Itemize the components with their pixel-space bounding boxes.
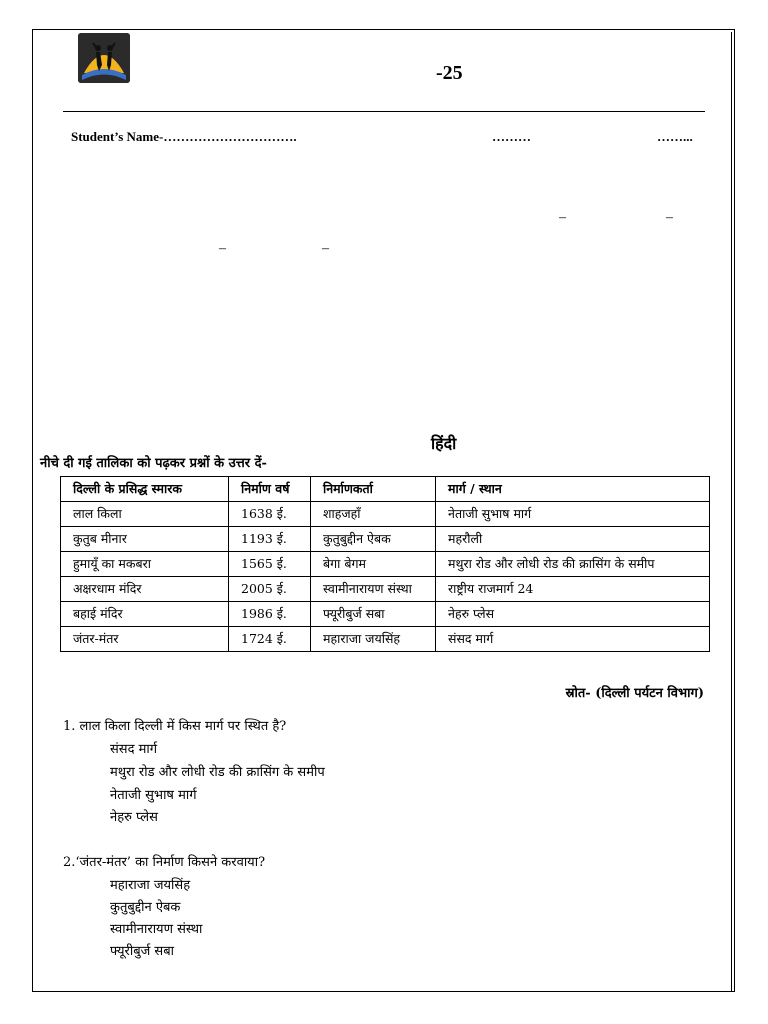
student-name-label: Student’s Name-…………………………. — [71, 129, 297, 144]
column-header: निर्माण वर्ष — [229, 477, 311, 502]
table-cell: जंतर-मंतर — [61, 627, 229, 652]
table-row — [61, 502, 710, 527]
table-cell: 1638 ई. — [229, 502, 311, 527]
header-divider — [63, 111, 705, 112]
table-cell: 1565 ई. — [229, 552, 311, 577]
question-1-option-2[interactable]: मथुरा रोड और लोधी रोड की क्रासिंग के समीप — [110, 765, 325, 780]
table-cell: लाल किला — [61, 502, 229, 527]
table-row — [61, 577, 710, 602]
table-cell: कुतुबुद्दीन ऐबक — [311, 527, 436, 552]
subject-title: हिंदी — [431, 434, 457, 453]
table-cell: बेगा बेगम — [311, 552, 436, 577]
column-header: दिल्ली के प्रसिद्ध स्मारक — [61, 477, 229, 502]
question-2-option-2[interactable]: कुतुबुद्दीन ऐबक — [110, 900, 181, 915]
table-row — [61, 552, 710, 577]
school-logo — [78, 33, 130, 83]
table-cell: संसद मार्ग — [436, 627, 710, 652]
table-cell: 2005 ई. — [229, 577, 311, 602]
question-1: 1. लाल किला दिल्ली में किस मार्ग पर स्थित है? — [63, 719, 287, 734]
table-source: स्रोत- (दिल्ली पर्यटन विभाग) — [565, 686, 704, 701]
question-2-option-4[interactable]: फ्यूरीबुर्ज सबा — [110, 944, 174, 959]
question-1-option-3[interactable]: नेताजी सुभाष मार्ग — [110, 788, 197, 803]
dash-mark: – — [322, 241, 329, 256]
table-cell: नेहरु प्लेस — [436, 602, 710, 627]
instruction-text: नीचे दी गई तालिका को पढ़कर प्रश्नों के उत्तर दें- — [40, 456, 267, 471]
monuments-table — [60, 476, 710, 652]
table-cell: बहाई मंदिर — [61, 602, 229, 627]
dash-mark: – — [559, 210, 566, 225]
question-2-option-3[interactable]: स्वामीनारायण संस्था — [110, 922, 203, 937]
dash-mark: – — [219, 241, 226, 256]
table-cell: महाराजा जयसिंह — [311, 627, 436, 652]
table-cell: 1986 ई. — [229, 602, 311, 627]
table-row — [61, 627, 710, 652]
table-cell: 1724 ई. — [229, 627, 311, 652]
student-field-dots-1: ……… — [492, 129, 531, 144]
table-cell: अक्षरधाम मंदिर — [61, 577, 229, 602]
header-number: -25 — [436, 62, 463, 84]
student-field-dots-2: ……... — [657, 129, 693, 144]
table-row — [61, 602, 710, 627]
table-cell: नेताजी सुभाष मार्ग — [436, 502, 710, 527]
table-cell: हुमायूँ का मकबरा — [61, 552, 229, 577]
table-cell: कुतुब मीनार — [61, 527, 229, 552]
column-header: निर्माणकर्ता — [311, 477, 436, 502]
column-header: मार्ग / स्थान — [436, 477, 710, 502]
table-cell: फ्यूरीबुर्ज सबा — [311, 602, 436, 627]
table-cell: शाहजहाँ — [311, 502, 436, 527]
table-cell: मथुरा रोड और लोधी रोड की क्रासिंग के समीप — [436, 552, 710, 577]
question-2-option-1[interactable]: महाराजा जयसिंह — [110, 878, 191, 893]
table-cell: स्वामीनारायण संस्था — [311, 577, 436, 602]
dash-mark: – — [666, 210, 673, 225]
table-cell: 1193 ई. — [229, 527, 311, 552]
table-header-row — [61, 477, 710, 502]
question-1-option-4[interactable]: नेहरु प्लेस — [110, 810, 158, 825]
question-1-option-1[interactable]: संसद मार्ग — [110, 742, 158, 757]
table-cell: राष्ट्रीय राजमार्ग 24 — [436, 577, 710, 602]
table-cell: महरौली — [436, 527, 710, 552]
question-2: 2.‘जंतर-मंतर’ का निर्माण किसने करवाया? — [63, 855, 266, 870]
table-row — [61, 527, 710, 552]
